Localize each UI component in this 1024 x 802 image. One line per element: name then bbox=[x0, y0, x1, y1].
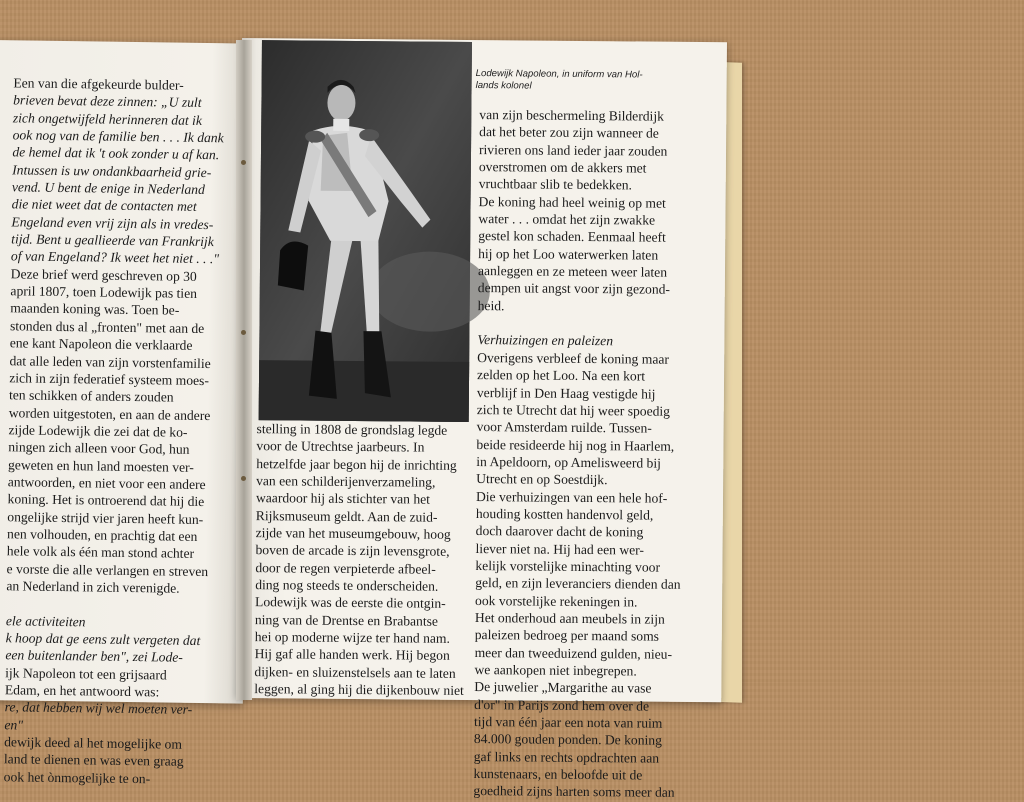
text-line: e vorste die alle verlangen en streven bbox=[6, 560, 209, 579]
text-line: an Nederland in zich verenigde. bbox=[6, 578, 180, 596]
text-line: voor Amsterdam ruilde. Tussen- bbox=[476, 419, 652, 436]
section-heading: ele activiteiten bbox=[5, 612, 86, 630]
text-line: aanleggen en ze meteen weer laten bbox=[477, 263, 668, 280]
portrait-drawing bbox=[259, 40, 472, 422]
text-line: koning. Het is ontroerend dat hij die bbox=[7, 491, 205, 510]
text-line: waardoor hij als stichter van het bbox=[255, 490, 431, 508]
text-line: ding nog steeds te onderscheiden. bbox=[255, 577, 439, 594]
text-line: zijde van het museumgebouw, hoog bbox=[255, 525, 451, 542]
text-line: we aankopen niet inbegrepen. bbox=[474, 662, 637, 679]
text-line: dempen uit angst voor zijn gezond- bbox=[477, 280, 671, 298]
text-line: Een van die afgekeurde bulder- bbox=[13, 75, 184, 93]
text-line: hei op moderne wijze ter hand nam. bbox=[254, 629, 450, 646]
text-line: worden uitgestoten, en aan de andere bbox=[8, 404, 211, 423]
right-page-text-column-2 bbox=[473, 106, 684, 802]
text-line: ten schikken of anders zouden bbox=[8, 387, 174, 405]
text-line: van een schilderijenverzameling, bbox=[256, 473, 436, 490]
text-line: antwoorden, en niet voor een andere bbox=[7, 474, 206, 492]
text-line: en" bbox=[4, 716, 24, 733]
text-line: nen volhouden, en prachtig dat een bbox=[7, 526, 198, 544]
text-line: boven de arcade is zijn levensgrote, bbox=[255, 542, 450, 560]
text-line: leggen, al ging hij die dijkenbouw niet bbox=[254, 681, 464, 699]
text-line: ene kant Napoleon die verklaarde bbox=[9, 335, 193, 354]
text-line: Rijksmuseum geldt. Aan de zuid- bbox=[255, 507, 438, 525]
text-line: zelden op het Loo. Na een kort bbox=[477, 367, 646, 384]
portrait-caption bbox=[476, 68, 643, 93]
text-line: De koning had heel weinig op met bbox=[478, 193, 666, 211]
text-line: dat het beter zou zijn wanneer de bbox=[479, 124, 659, 141]
text-line: ijk Napoleon tot een grijsaard bbox=[5, 664, 167, 683]
text-line: gaf links en rechts opdrachten aan bbox=[473, 748, 660, 766]
text-line: doch daarover dacht de koning bbox=[475, 523, 644, 540]
text-line: k hoop dat ge eens zult vergeten dat bbox=[5, 630, 201, 648]
right-page-text-column-1 bbox=[254, 420, 466, 699]
text-line: re, dat hebben wij wel moeten ver- bbox=[4, 699, 193, 718]
text-line: paleizen bedroeg per maand soms bbox=[474, 627, 660, 644]
text-line: Edam, en het antwoord was: bbox=[4, 682, 160, 700]
text-line: ook nog van de familie ben . . . Ik dank bbox=[12, 127, 224, 146]
text-line: een buitenlander ben", zei Lode- bbox=[5, 647, 183, 666]
text-line: van zijn beschermeling Bilderdijk bbox=[479, 107, 665, 124]
text-line: tijd van één jaar een nota van ruim bbox=[473, 714, 663, 731]
text-line: 84.000 gouden ponden. De koning bbox=[473, 731, 662, 749]
text-line: vruchtbaar slib te bedekken. bbox=[478, 176, 633, 193]
text-line: zich in zijn federatief systeem moes- bbox=[9, 370, 210, 388]
text-line: ook het ònmogelijke te on- bbox=[3, 769, 151, 787]
text-line: april 1807, toen Lodewijk pas tien bbox=[10, 283, 198, 302]
text-line: dat alle leden van zijn vorstenfamilie bbox=[9, 352, 211, 371]
binding-staple bbox=[241, 330, 246, 335]
text-line: water . . . omdat het zijn zwakke bbox=[478, 211, 656, 228]
text-line: of van Engeland? Ik weet het niet . . ." bbox=[10, 248, 220, 267]
text-line: rivieren ons land ieder jaar zouden bbox=[478, 141, 668, 159]
text-line: beide resideerde hij nog in Haarlem, bbox=[476, 436, 675, 454]
portrait-illustration bbox=[259, 40, 472, 422]
text-line: zich ongetwijfeld herinneren dat ik bbox=[12, 110, 203, 128]
text-line: liever niet na. Hij had een wer- bbox=[475, 540, 645, 558]
section-heading: Verhuizingen en paleizen bbox=[477, 332, 614, 349]
text-line: maanden koning was. Toen be- bbox=[10, 300, 180, 319]
text-line: hele volk als één man stond achter bbox=[6, 543, 195, 562]
text-line: Intussen is uw ondankbaarheid grie- bbox=[12, 162, 212, 180]
book-spine bbox=[236, 40, 252, 700]
text-line: overstromen om de akkers met bbox=[478, 159, 647, 176]
text-line: stelling in 1808 de grondslag legde bbox=[256, 421, 448, 438]
binding-staple bbox=[241, 160, 246, 165]
text-line: gestel kon schaden. Eenmaal heeft bbox=[478, 228, 666, 246]
text-line: goedheid zijns harten soms meer dan bbox=[473, 783, 675, 801]
text-line: geld, en zijn leveranciers dienden dan bbox=[475, 575, 681, 593]
text-line: geweten en hun land moesten ver- bbox=[7, 456, 194, 475]
text-line: in Apeldoorn, op Amelisweerd bij bbox=[476, 453, 661, 471]
text-line: verblijf in Den Haag vestigde hij bbox=[476, 384, 656, 402]
text-line: zich te Utrecht dat hij weer spoedig bbox=[476, 401, 671, 419]
text-line: ningen zich alleen voor God, hun bbox=[8, 439, 190, 458]
text-line: heid. bbox=[477, 297, 505, 314]
text-line: dewijk deed al het mogelijke om bbox=[4, 734, 183, 752]
binding-staple bbox=[241, 476, 246, 481]
text-line: Het onderhoud aan meubels in zijn bbox=[474, 610, 665, 627]
left-page-text-column bbox=[4, 74, 225, 788]
text-line: Hij gaf alle handen werk. Hij begon bbox=[254, 646, 450, 664]
caption-line: Lodewijk Napoleon, in uniform van Hol- bbox=[475, 68, 643, 81]
right-page bbox=[236, 38, 727, 801]
text-line: tijd. Bent u geallieerde van Frankrijk bbox=[11, 231, 214, 250]
text-line: Engeland even vrij zijn als in vredes- bbox=[11, 214, 214, 232]
text-line: land te dienen en was even graag bbox=[3, 751, 184, 770]
text-line: kunstenaars, en beloofde uit de bbox=[473, 766, 643, 783]
text-line: die niet weet dat de contacten met bbox=[11, 196, 197, 215]
text-line: Overigens verbleef de koning maar bbox=[477, 349, 670, 367]
text-line: hetzelfde jaar begon hij de inrichting bbox=[256, 455, 457, 473]
text-line: Die verhuizingen van een hele hof- bbox=[475, 488, 668, 506]
text-line: meer dan tweeduizend gulden, nieu- bbox=[474, 644, 673, 662]
left-page bbox=[0, 40, 252, 787]
text-line: ning van de Drentse en Brabantse bbox=[254, 611, 439, 629]
text-line: door de regen verpieterde afbeel- bbox=[255, 559, 436, 577]
text-line: kelijk vorstelijke minachting voor bbox=[475, 557, 661, 575]
text-line: De juwelier „Margarithe au vase bbox=[474, 679, 652, 696]
text-line: de hemel dat ik 't ook zonder u af kan. bbox=[12, 144, 220, 163]
text-line: vend. U bent de enige in Nederland bbox=[11, 179, 205, 198]
text-line: voor de Utrechtse jaarbeurs. In bbox=[256, 438, 425, 455]
text-line: dijken- en sluizenstelsels aan te laten bbox=[254, 663, 456, 681]
text-line: Lodewijk was de eerste die ontgin- bbox=[255, 594, 446, 612]
text-line: zijde Lodewijk die zei dat de ko- bbox=[8, 422, 188, 440]
text-line: stonden dus al „fronten" met aan de bbox=[9, 318, 205, 336]
text-line: ook vorstelijke rekeningen in. bbox=[475, 592, 638, 610]
text-line: Deze brief werd geschreven op 30 bbox=[10, 266, 197, 284]
text-line: brieven bevat deze zinnen: „U zult bbox=[13, 92, 202, 111]
text-line: d'or" in Parijs zond hem over de bbox=[474, 696, 650, 714]
text-line bbox=[477, 314, 682, 333]
text-line: houding kostten handenvol geld, bbox=[475, 505, 654, 523]
text-line: hij op het Loo waterwerken laten bbox=[478, 245, 659, 263]
caption-line: lands kolonel bbox=[475, 80, 532, 92]
text-line: Utrecht en op Soestdijk. bbox=[476, 471, 608, 488]
text-line: ongelijke strijd vier jaren heeft kun- bbox=[7, 508, 204, 527]
